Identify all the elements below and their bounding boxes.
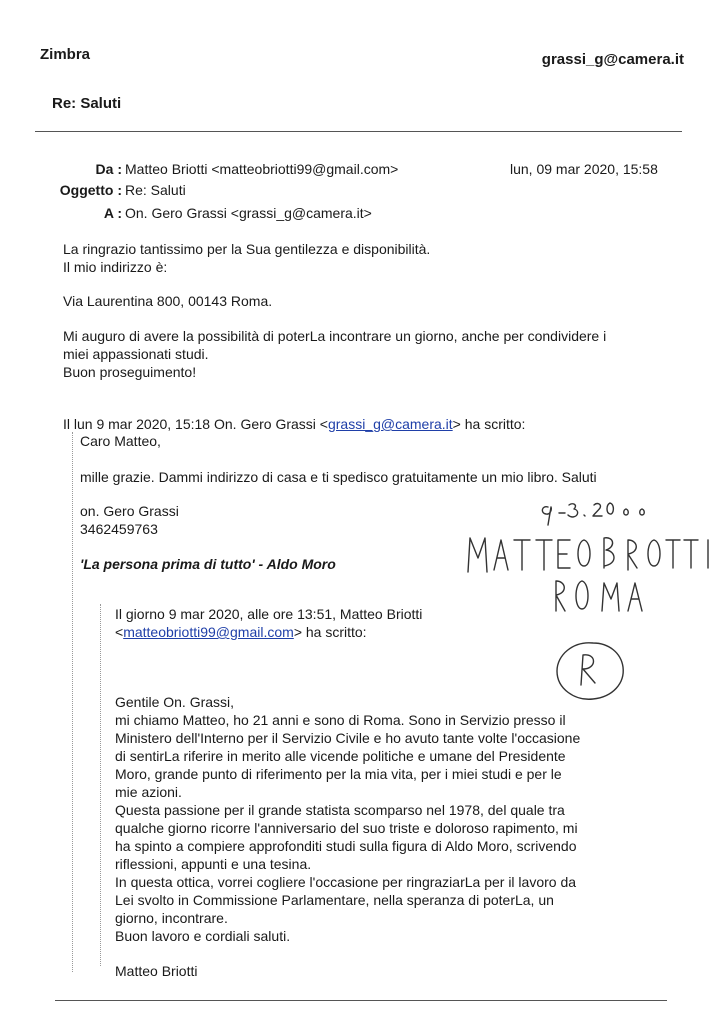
body-address: Via Laurentina 800, 00143 Roma. — [63, 293, 273, 309]
signature-quote: 'La persona prima di tutto' - Aldo Moro — [80, 556, 336, 572]
nested-line: In questa ottica, vorrei cogliere l'occasione per ringraziarLa per il lavoro da — [115, 874, 577, 890]
reply-intro-suffix: > ha scritto: — [452, 416, 526, 432]
nested-line: mie azioni. — [115, 784, 182, 800]
nested-reply-intro: Il giorno 9 mar 2020, alle ore 13:51, Matteo Briotti — [115, 606, 423, 622]
header-divider — [35, 131, 682, 132]
nested-line: Lei svolto in Commissione Parlamentare, nella speranza di poterLa, un — [115, 892, 554, 908]
handwritten-circled-mark — [553, 639, 629, 703]
nested-line: mi chiamo Matteo, ho 21 anni e sono di Roma. Sono in Servizio presso il — [115, 712, 566, 728]
body-line: miei appassionati studi. — [63, 346, 209, 362]
handwritten-date — [538, 495, 670, 529]
nested-line: giorno, incontrare. — [115, 910, 228, 926]
body-line: Mi auguro di avere la possibilità di poterLa incontrare un giorno, anche per condividere i — [63, 328, 607, 344]
nested-line: Questa passione per il grande statista scomparso nel 1978, del quale tra — [115, 802, 565, 818]
to-value: On. Gero Grassi <grassi_g@camera.it> — [125, 205, 372, 221]
nested-line: Gentile On. Grassi, — [115, 694, 235, 710]
footer-divider — [55, 1000, 667, 1001]
handwritten-mark-text: R — [581, 664, 593, 683]
nested-line: Buon lavoro e cordiali saluti. — [115, 928, 291, 944]
handwritten-name-text: MATTEO BRIOTTI — [466, 547, 600, 566]
body-line: Buon proseguimento! — [63, 364, 197, 380]
handwritten-city — [548, 573, 656, 617]
signature-phone: 3462459763 — [80, 521, 158, 537]
handwritten-date-text: 9.3.2000 — [542, 504, 614, 523]
nested-quote-bar — [100, 604, 101, 966]
from-label: Da : — [95, 161, 122, 177]
from-value: Matteo Briotti <matteobriotti99@gmail.com> — [125, 161, 399, 177]
nested-line: di sentirLa riferire in merito alle vicende politiche e umane del Presidente — [115, 748, 566, 764]
message-subject-title: Re: Saluti — [52, 95, 122, 112]
briotti-email-link[interactable]: matteobriotti99@gmail.com — [123, 624, 294, 640]
nested-intro-suffix: > ha scritto: — [293, 624, 367, 640]
signature-name: on. Gero Grassi — [80, 503, 179, 519]
message-date: lun, 09 mar 2020, 15:58 — [510, 161, 658, 177]
body-line: La ringrazio tantissimo per la Sua gentilezza e disponibilità. — [63, 241, 431, 257]
nested-intro-prefix: < — [115, 624, 124, 640]
nested-line: Ministero dell'Interno per il Servizio Civile e ho avuto tante volte l'occasione — [115, 730, 581, 746]
handwritten-city-text: ROMA — [552, 590, 601, 609]
subject-value: Re: Saluti — [125, 182, 186, 198]
subject-label: Oggetto : — [59, 182, 122, 198]
nested-line: Moro, grande punto di riferimento per la mia vita, per i miei studi e per le — [115, 766, 562, 782]
app-name: Zimbra — [40, 46, 91, 63]
nested-reply-intro-line2 — [115, 624, 367, 640]
reply-text: mille grazie. Dammi indirizzo di casa e ti spedisco gratuitamente un mio libro. Saluti — [80, 469, 597, 485]
account-email: grassi_g@camera.it — [541, 51, 684, 68]
quote-bar — [72, 432, 73, 972]
grassi-email-link[interactable]: grassi_g@camera.it — [327, 416, 453, 432]
reply-greeting: Caro Matteo, — [80, 433, 161, 449]
reply-intro — [63, 416, 525, 432]
reply-intro-prefix: Il lun 9 mar 2020, 15:18 On. Gero Grassi < — [63, 416, 328, 432]
handwritten-name — [462, 526, 720, 578]
nested-signature: Matteo Briotti — [115, 963, 198, 979]
body-line: Il mio indirizzo è: — [63, 259, 168, 275]
nested-line: riflessioni, appunti e una tesina. — [115, 856, 312, 872]
nested-line: qualche giorno ricorre l'anniversario del suo triste e doloroso rapimento, mi — [115, 820, 578, 836]
to-label: A : — [103, 205, 122, 221]
nested-line: ha spinto a compiere approfonditi studi sulla figura di Aldo Moro, scrivendo — [115, 838, 577, 854]
